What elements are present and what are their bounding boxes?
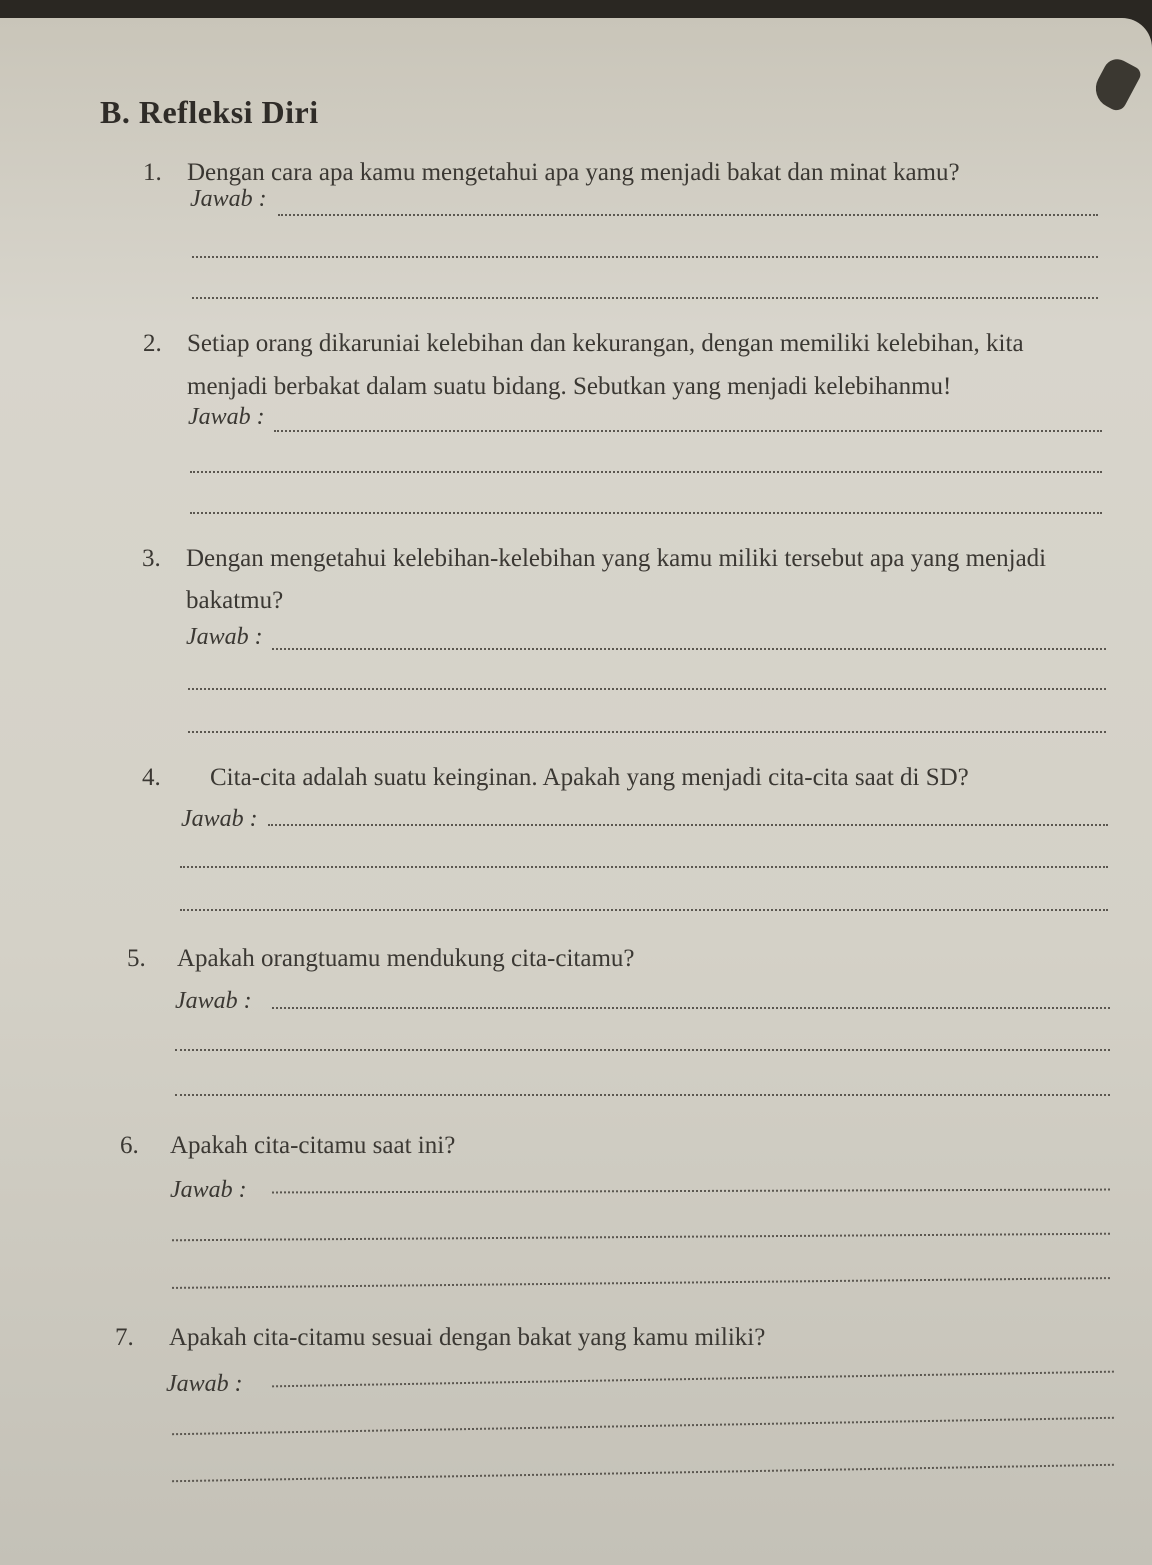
question-6: [120, 1125, 455, 1167]
question-5: [127, 938, 634, 980]
question-text: Cita-cita adalah suatu keinginan. Apakah yang menjadi cita-cita saat di SD?: [210, 764, 969, 791]
answer-label: Jawab :: [175, 988, 252, 1014]
question-4: [142, 757, 969, 799]
answer-line[interactable]: [180, 909, 1108, 911]
question-number: 5.: [127, 945, 146, 972]
answer-line[interactable]: [272, 648, 1106, 650]
question-3: [142, 538, 1046, 580]
question-text: Dengan cara apa kamu mengetahui apa yang menjadi bakat dan minat kamu?: [187, 159, 960, 186]
answer-line[interactable]: [192, 297, 1098, 299]
answer-line[interactable]: [274, 430, 1102, 432]
answer-line[interactable]: [175, 1094, 1110, 1096]
question-text: Dengan mengetahui kelebihan-kelebihan yang kamu miliki tersebut apa yang menjadi: [186, 545, 1047, 572]
question-number: 2.: [143, 330, 162, 357]
question-number: 6.: [120, 1132, 139, 1159]
question-text: Setiap orang dikaruniai kelebihan dan kekurangan, dengan memiliki kelebihan, kita: [187, 330, 1024, 357]
answer-line[interactable]: [190, 471, 1102, 473]
question-7: [115, 1317, 765, 1359]
answer-line[interactable]: [188, 731, 1106, 733]
question-text-continued: bakatmu?: [186, 587, 284, 614]
answer-label: Jawab :: [166, 1371, 243, 1397]
answer-line[interactable]: [272, 1007, 1110, 1009]
question-text-continued: menjadi berbakat dalam suatu bidang. Sebutkan yang menjadi kelebihanmu!: [187, 373, 952, 400]
answer-line[interactable]: [180, 866, 1108, 868]
question-text: Apakah cita-citamu saat ini?: [170, 1132, 456, 1159]
answer-line[interactable]: [175, 1049, 1110, 1051]
answer-line[interactable]: [192, 256, 1098, 258]
question-text: Apakah orangtuamu mendukung cita-citamu?: [177, 945, 635, 972]
question-number: 4.: [142, 764, 161, 791]
section-title: B. Refleksi Diri: [100, 94, 319, 130]
question-2: [143, 323, 1024, 365]
answer-label: Jawab :: [188, 404, 265, 430]
answer-line[interactable]: [190, 512, 1102, 514]
answer-line[interactable]: [268, 824, 1108, 826]
answer-label: Jawab :: [170, 1177, 247, 1203]
answer-label: Jawab :: [181, 806, 258, 832]
answer-line[interactable]: [188, 688, 1106, 690]
question-number: 1.: [143, 159, 162, 186]
question-text: Apakah cita-citamu sesuai dengan bakat yang kamu miliki?: [169, 1324, 766, 1351]
question-number: 7.: [115, 1324, 134, 1351]
answer-label: Jawab :: [190, 186, 267, 212]
answer-label: Jawab :: [186, 624, 263, 650]
question-number: 3.: [142, 545, 161, 572]
answer-line[interactable]: [278, 214, 1098, 216]
